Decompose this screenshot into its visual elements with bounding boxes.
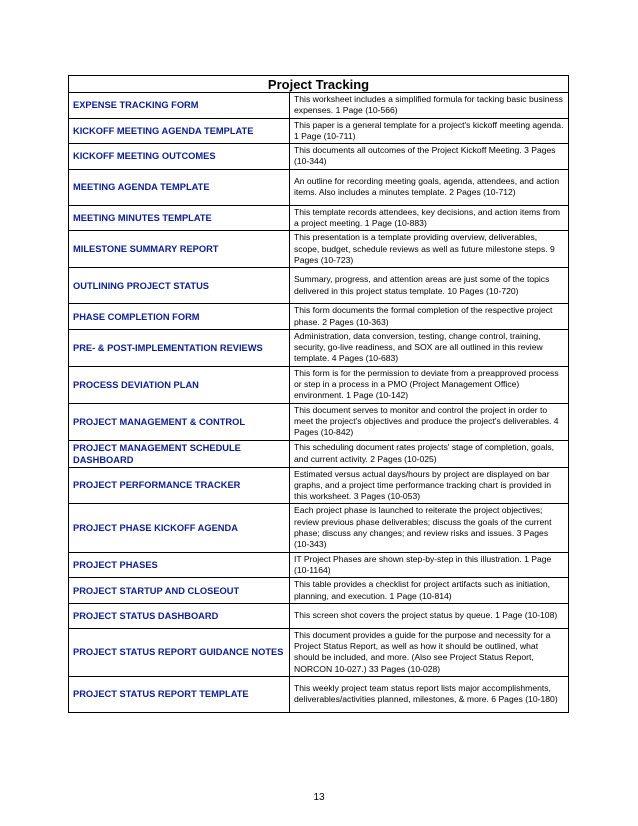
table-header-row (69, 76, 569, 93)
template-description: This documents all outcomes of the Project Kickoff Meeting. 3 Pages (10-344) (290, 144, 569, 170)
template-description: This screen shot covers the project status by queue. 1 Page (10-108) (290, 603, 569, 628)
table-body (69, 93, 569, 713)
page-number: 13 (313, 792, 325, 803)
table-row (69, 467, 569, 504)
table-row (69, 268, 569, 304)
table-row (69, 304, 569, 330)
template-description: This worksheet includes a simplified formula for tacking basic business expenses. 1 Page (10-566) (290, 93, 569, 119)
template-description: This document serves to monitor and control the project in order to meet the project's objectives and produce the project's deliverables. 4 Pages (10-842) (290, 403, 569, 440)
template-description: This form documents the formal completion of the respective project phase. 2 Pages (10-363) (290, 304, 569, 330)
template-name-link[interactable]: PROJECT STATUS REPORT GUIDANCE NOTES (69, 628, 290, 676)
template-description: Estimated versus actual days/hours by project are displayed on bar graphs, and a project time performance tracking chart is provided in this worksheet. 3 Pages (10-053) (290, 467, 569, 504)
template-name-link[interactable]: PROCESS DEVIATION PLAN (69, 366, 290, 403)
template-name-link[interactable]: KICKOFF MEETING OUTCOMES (69, 144, 290, 170)
table-row (69, 366, 569, 403)
template-description: This table provides a checklist for project artifacts such as initiation, planning, and execution. 1 Page (10-814) (290, 578, 569, 604)
template-description: This weekly project team status report lists major accomplishments, deliverables/activities planned, milestones, & more. 6 Pages (10-180) (290, 676, 569, 712)
table-row (69, 93, 569, 119)
template-name-link[interactable]: PROJECT STARTUP AND CLOSEOUT (69, 578, 290, 604)
template-description: IT Project Phases are shown step-by-step in this illustration. 1 Page (10-1164) (290, 552, 569, 578)
template-description: Administration, data conversion, testing, change control, training, security, go-live readiness, and SOX are all outlined in this review template. 4 Pages (10-683) (290, 329, 569, 366)
table-title: Project Tracking (69, 76, 569, 93)
template-name-link[interactable]: PROJECT PERFORMANCE TRACKER (69, 467, 290, 504)
template-name-link[interactable]: OUTLINING PROJECT STATUS (69, 268, 290, 304)
template-name-link[interactable]: PROJECT PHASES (69, 552, 290, 578)
template-name-link[interactable]: PROJECT STATUS DASHBOARD (69, 603, 290, 628)
table-row (69, 676, 569, 712)
table-row (69, 440, 569, 467)
template-name-link[interactable]: PRE- & POST-IMPLEMENTATION REVIEWS (69, 329, 290, 366)
table-row (69, 329, 569, 366)
table-row (69, 144, 569, 170)
table-row (69, 403, 569, 440)
template-name-link[interactable]: PHASE COMPLETION FORM (69, 304, 290, 330)
template-name-link[interactable]: PROJECT PHASE KICKOFF AGENDA (69, 504, 290, 552)
template-name-link[interactable]: MEETING MINUTES TEMPLATE (69, 205, 290, 231)
template-name-link[interactable]: MILESTONE SUMMARY REPORT (69, 231, 290, 268)
table-row (69, 118, 569, 144)
template-name-link[interactable]: KICKOFF MEETING AGENDA TEMPLATE (69, 118, 290, 144)
template-name-link[interactable]: MEETING AGENDA TEMPLATE (69, 169, 290, 205)
template-description: This scheduling document rates projects' stage of completion, goals, and current activity. 2 Pages (10-025) (290, 440, 569, 467)
template-description: This template records attendees, key decisions, and action items from a project meeting. 1 Page (10-883) (290, 205, 569, 231)
template-description: This form is for the permission to deviate from a preapproved process or step in a process in a PMO (Project Management Office) environment. 1 Page (10-142) (290, 366, 569, 403)
template-name-link[interactable]: EXPENSE TRACKING FORM (69, 93, 290, 119)
template-description: This document provides a guide for the purpose and necessity for a Project Status Report, as well as how it should be outlined, what should be included, and more. (Also see Project Status Report, NORCON 10-027.) 33 Pages (10-028) (290, 628, 569, 676)
template-name-link[interactable]: PROJECT MANAGEMENT SCHEDULE DASHBOARD (69, 440, 290, 467)
table-row (69, 231, 569, 268)
template-description: Summary, progress, and attention areas are just some of the topics delivered in this project status template. 10 Pages (10-720) (290, 268, 569, 304)
table-row (69, 603, 569, 628)
template-description: Each project phase is launched to reiterate the project objectives; review previous phase deliverables; discuss the goals of the current phase; discuss any changes; and review risks and issues. 3 Pages (10-343) (290, 504, 569, 552)
table-row (69, 169, 569, 205)
template-name-link[interactable]: PROJECT STATUS REPORT TEMPLATE (69, 676, 290, 712)
table-row (69, 578, 569, 604)
table-row (69, 552, 569, 578)
template-description: An outline for recording meeting goals, agenda, attendees, and action items. Also includes a minutes template. 2 Pages (10-712) (290, 169, 569, 205)
table-row (69, 628, 569, 676)
template-description: This presentation is a template providing overview, deliverables, scope, budget, schedule reviews as well as future milestone steps. 9 Pages (10-723) (290, 231, 569, 268)
table-row (69, 504, 569, 552)
template-description: This paper is a general template for a project's kickoff meeting agenda. 1 Page (10-711) (290, 118, 569, 144)
table-row (69, 205, 569, 231)
project-tracking-table (68, 75, 569, 713)
template-name-link[interactable]: PROJECT MANAGEMENT & CONTROL (69, 403, 290, 440)
